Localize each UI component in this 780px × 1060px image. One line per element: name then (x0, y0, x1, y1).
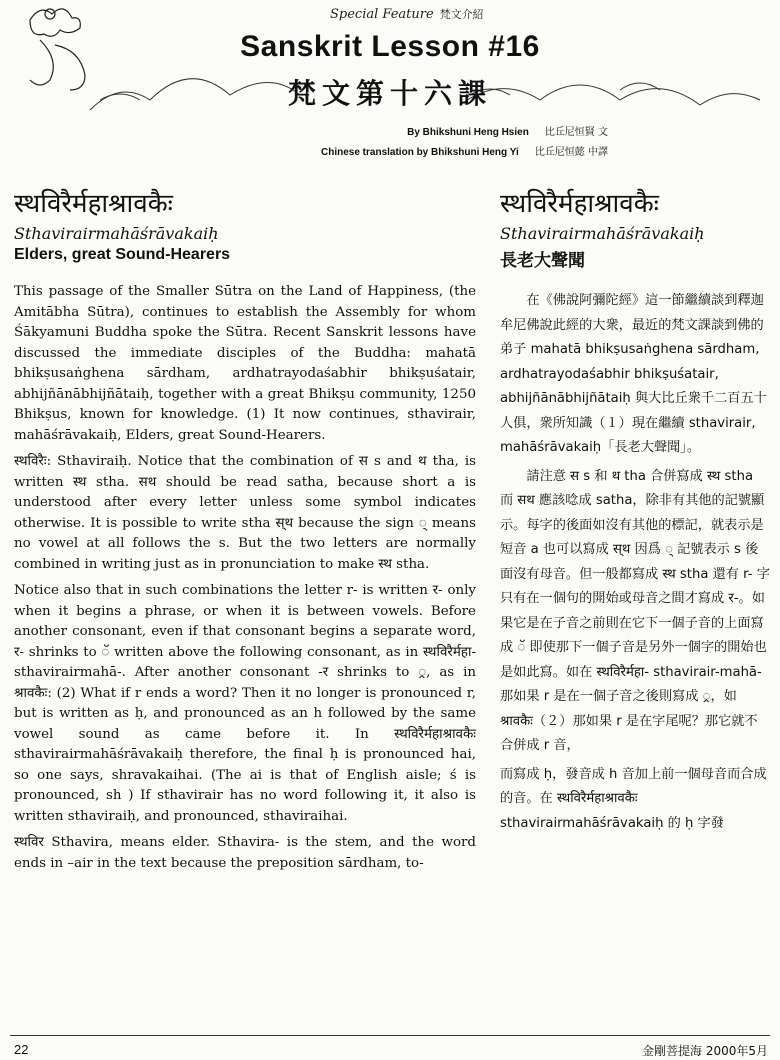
page-title-zh: 梵文第十六課 (287, 77, 492, 110)
paragraph: Notice also that in such combinations the letter r- is written र- only when it begins a phrase, or when it is between vowels. Before another consonant, even if that consonant begins a separate word, र- shrinks to ॅ written above the following consonant, as in स्थविरैर्महा- sthavirairmahā-. After another consonant -र shrinks to ्र, as in श्रावकैः: (2) What if r ends a word? Then it no longer is pronounced r, but is written as ḥ, and pronounced as an h followed by the same vowel sound as came before it. In स्थविरैर्महाश्रावकैः sthavirairmahāśrāvakaiḥ therefore, the final ḥ is pronounced hai, so one says, shravakaihai. (The ai is that of English aisle; ś is pronounced, sh ) If sthavirair has no word following it, it also is written sthaviraiḥ, and pronounced, sthaviraihai. (14, 583, 476, 824)
paragraph-zh: 而寫成 ḥ，發音成 h 音加上前一個母音而合成的音。在 स्थविरैर्महाश्रावकैः sthavirairmahāśrāvakaiḥ 的 ḥ 字發 (500, 766, 767, 831)
feature-label-zh: 梵文介紹 (439, 8, 484, 21)
english-column (14, 188, 476, 880)
page-header (0, 0, 780, 165)
transliteration: Sthavirairmahāśrāvakaiḥ (14, 224, 219, 243)
paragraph-zh: 請注意 स s 和 थ tha 合併寫成 स्थ stha 而 सथ 應該唸成 satha，除非有其他的記號顯示。每字的後面如沒有其他的標記，就表示是短音 a 也可以寫成 स्‌थ 因爲 ् 記號表示 s 後面沒有母音。但一般都寫成 स्थ stha 還有 r- 字只有在一個句的開始或母音之間才寫成 र-。如果它是在子音之前則在它下一個子音的上面寫成 ॅ 即使那下一個子音是另外一個字的開始也是如此寫。如在 स्थविरैर्महा- sthavirair-mahā- 那如果 r 是在一個子音之後則寫成 ्र，如 श्रावकैः（２）那如果 r 是在字尾呢？那它就不合併成 r 音， (500, 468, 770, 753)
transliteration-zh-col: Sthavirairmahāśrāvakaiḥ (500, 224, 705, 243)
paragraph: This passage of the Smaller Sūtra on the Land of Happiness, (the Amitābha Sūtra), continues to establish the Assembly for whom Śākyamuni Buddha spoke the Sūtra. Recent Sanskrit lessons have discussed the immediate disciples of the Buddha: mahatā bhikṣusaṅghena sārdham, ardhatrayodaśabhir bhikṣuśatair, abhijñānābhijñātaiḥ, together with a great Bhikṣu community, 1250 Bhikṣus, known for knowledge. (1) It now continues, sthavirair, mahāśrāvakaiḥ, Elders, great Sound-Hearers. (14, 284, 476, 443)
translator-en: Chinese translation by Bhikshuni Heng Yi (321, 147, 519, 158)
paragraph-zh: 在《佛說阿彌陀經》這一節繼續談到釋迦牟尼佛說此經的大衆，最近的梵文課談到佛的弟子 mahatā bhikṣusaṅghena sārdham, ardhatrayodaśabhir bhikṣuśatair, abhijñānābhijñātaiḥ 與大比丘衆千二百五十人俱，衆所知識（１）現在繼續 sthavirair, mahāśrāvakaiḥ「長老大聲聞」。 (500, 293, 767, 455)
chinese-column (500, 188, 770, 840)
paragraph: स्थविरैः: Sthaviraiḥ. Notice that the combination of स s and थ tha, is written स्थ stha. सथ should be read satha, because short a is understood after every letter unless some symbol indicates otherwise. It is possible to write stha स्‌थ because the sign ् means no vowel at all follows the s. But the two letters are normally combined in writing just as in pronunciation to make स्थ stha. (14, 454, 476, 572)
english-gloss: Elders, great Sound-Hearers (14, 246, 231, 263)
english-body (14, 282, 476, 874)
sanskrit-heading: स्थविरैर्महाश्रावकैः (14, 189, 173, 219)
page-title: Sanskrit Lesson #16 (240, 30, 540, 63)
chinese-gloss: 長老大聲聞 (500, 251, 585, 271)
feature-label (330, 6, 484, 22)
page-number: 22 (14, 1042, 29, 1057)
chinese-body (500, 289, 770, 836)
feature-label-en: Special Feature (330, 7, 434, 22)
publication-info: 金剛菩提海 2000年5月 (642, 1044, 768, 1058)
translator-byline (321, 143, 608, 158)
author-byline (407, 123, 608, 138)
paragraph: स्थविर Sthavira, means elder. Sthavira- is the stem, and the word ends in –air in the text because the preposition sārdham, to- (14, 835, 476, 871)
author-en: By Bhikshuni Heng Hsien (407, 127, 529, 138)
sanskrit-heading-zh-col: स्थविरैर्महाश्रावकैः (500, 189, 659, 219)
footer-divider (10, 1035, 770, 1036)
translator-zh: 比丘尼恒懿 中譯 (534, 147, 608, 158)
author-zh: 比丘尼恒賢 文 (544, 127, 608, 138)
